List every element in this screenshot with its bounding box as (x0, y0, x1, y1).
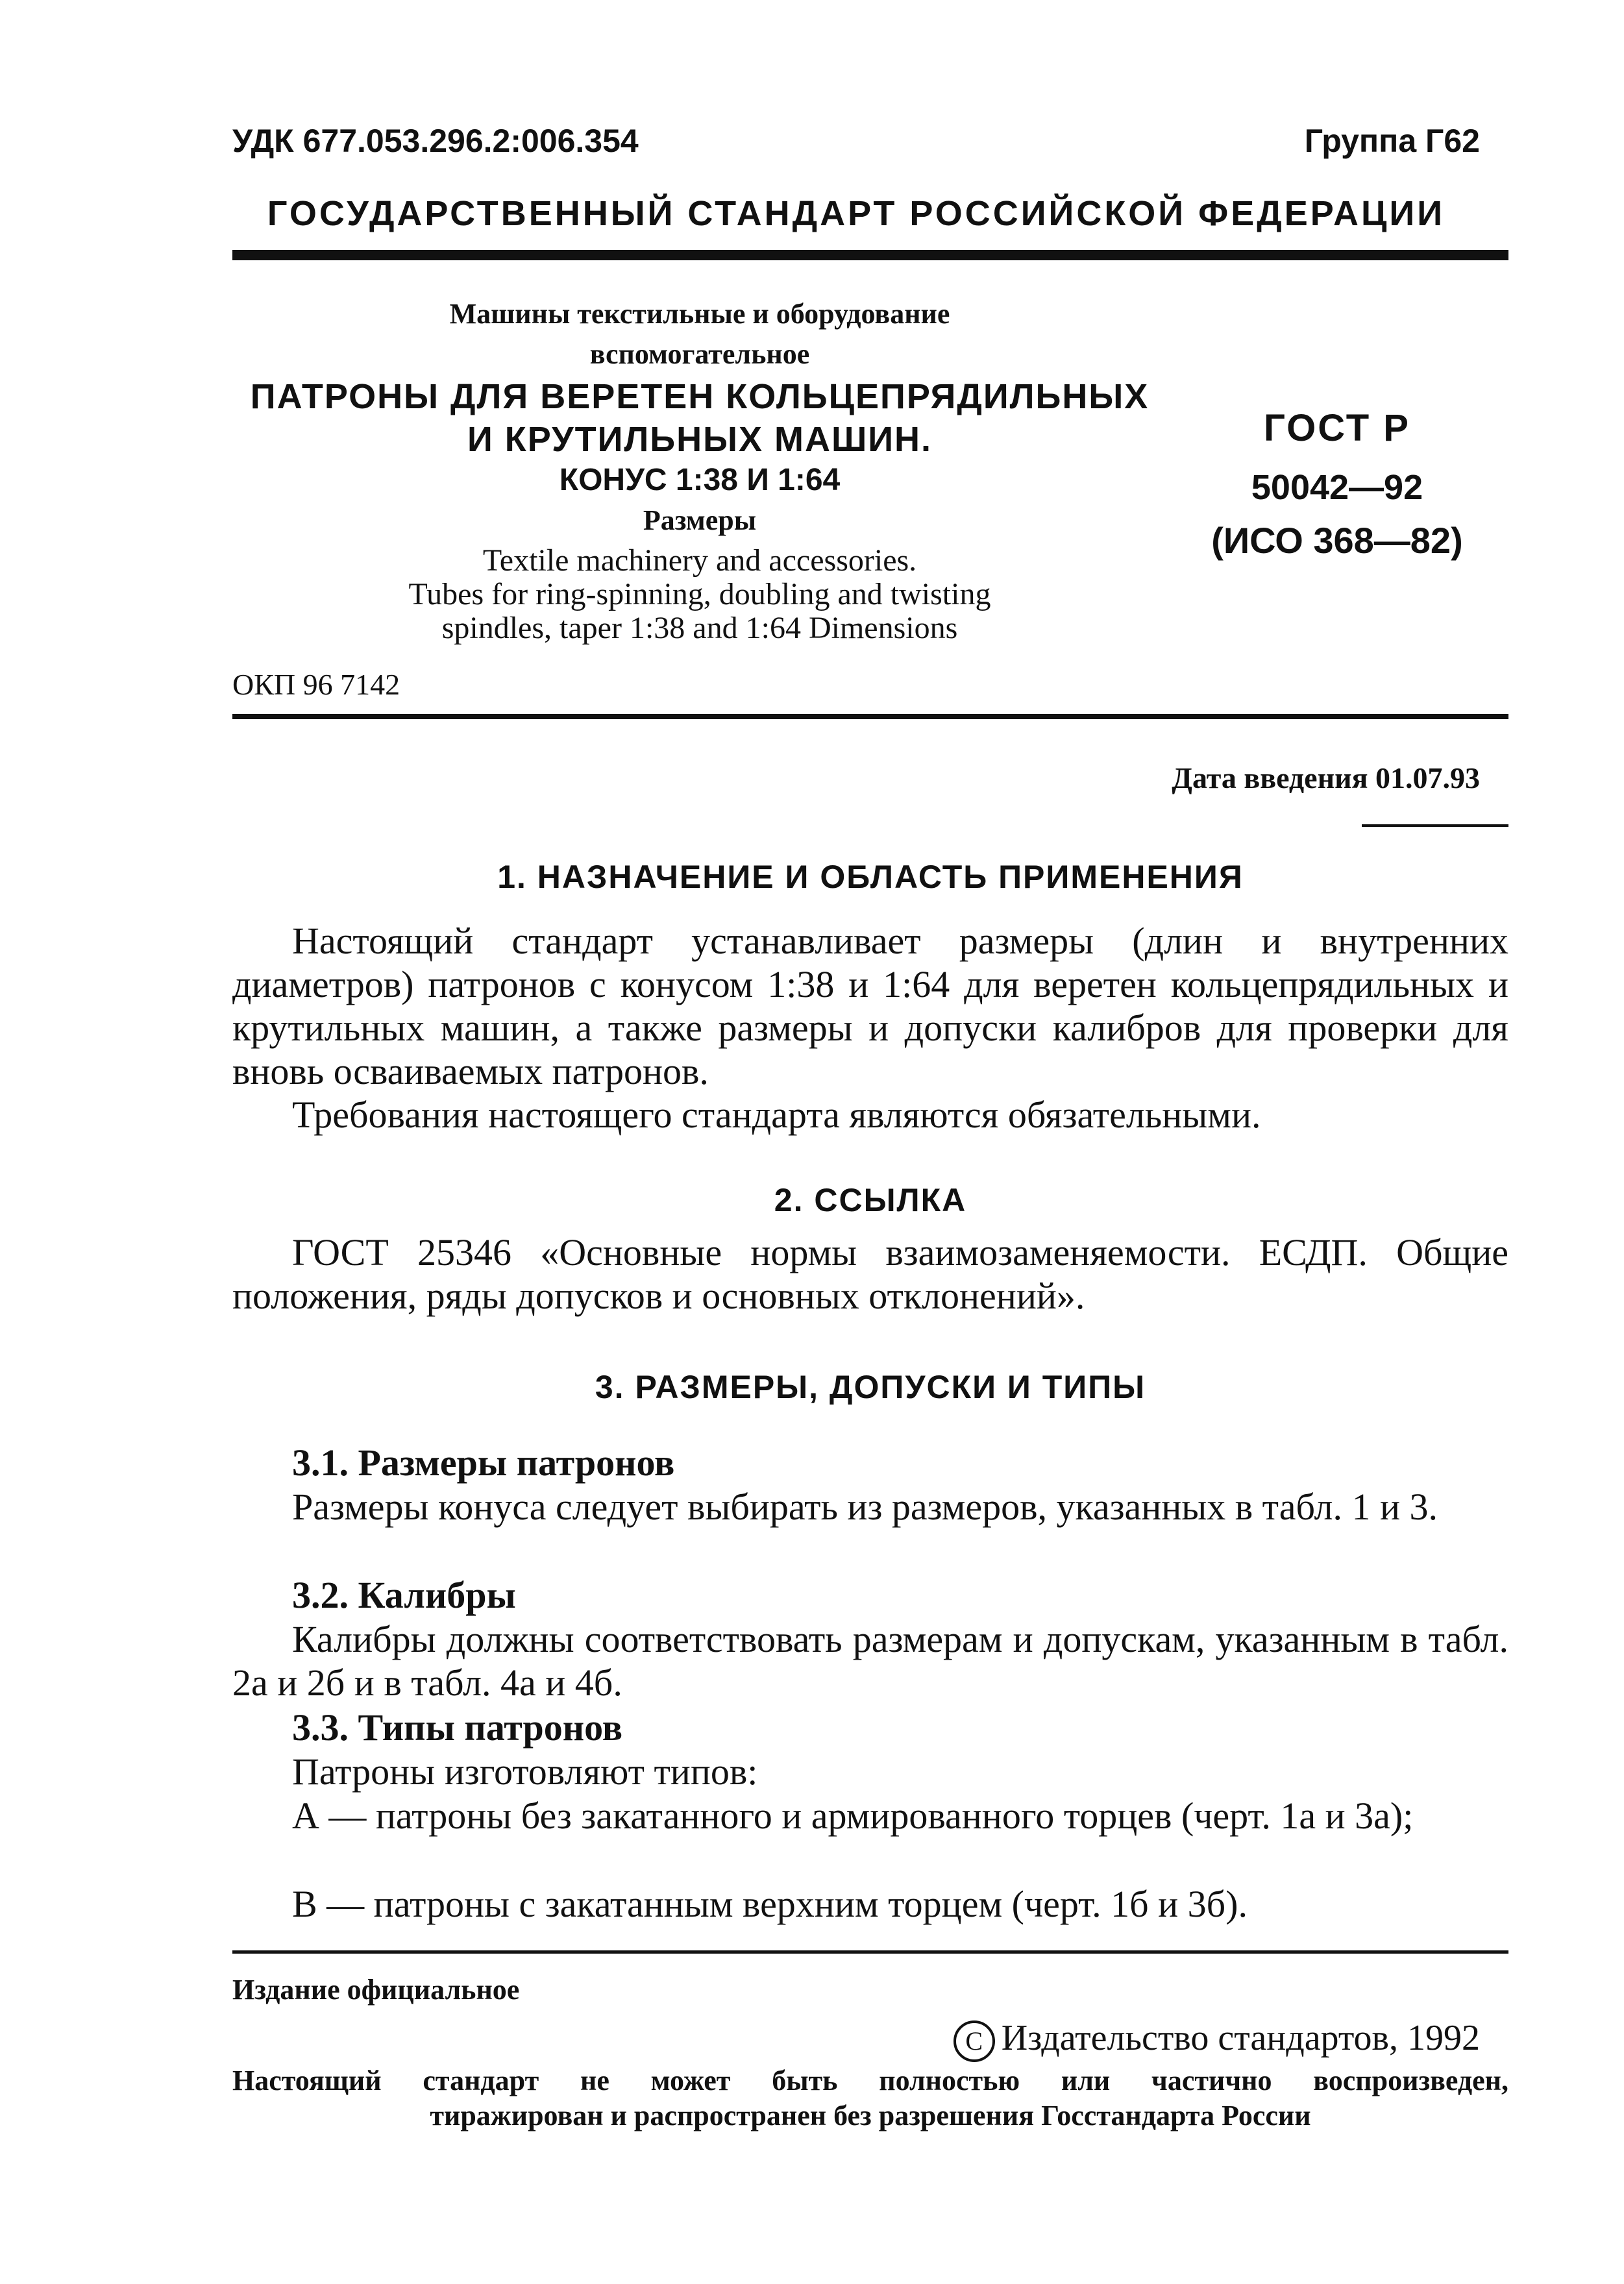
udk-code: УДК 677.053.296.2:006.354 (232, 123, 639, 159)
gost-code: ГОСТ Р (1264, 407, 1410, 449)
state-standard-heading: ГОСУДАРСТВЕННЫЙ СТАНДАРТ РОССИЙСКОЙ ФЕДЕРАЦИИ (267, 194, 1446, 233)
subsection-3-1-text (232, 1485, 1508, 1529)
copyright-icon: С (953, 2020, 995, 2062)
subsection-3-3-intro: Патроны изготовляют типов: (292, 1750, 758, 1793)
middle-divider (232, 714, 1508, 719)
type-b-description: В — патроны с закатанным верхним торцем (черт. 1б и 3б). (292, 1883, 1248, 1925)
subsection-3-1-title: 3.1. Размеры патронов (292, 1442, 675, 1484)
okp-code: ОКП 96 7142 (232, 668, 400, 701)
section-1-paragraph-1 (232, 919, 1508, 1093)
title-english-line-1: Textile machinery and accessories. (482, 543, 917, 578)
reproduction-notice-line-1: Настоящий стандарт не может быть полностью или частично воспроизведен, (232, 2065, 1508, 2096)
section-2-title: 2. ССЫЛКА (774, 1182, 967, 1218)
subsection-3-1-text-body: Размеры конуса следует выбирать из размеров, указанных в табл. 1 и 3. (292, 1486, 1438, 1528)
copyright-notice (953, 2017, 1480, 2062)
bottom-divider (232, 1950, 1508, 1954)
type-a-description (232, 1794, 1508, 1837)
section-1-paragraph-1-text: Настоящий стандарт устанавливает размеры (длин и внутренних диаметров) патронов с конусом 1:38 и 1:64 для веретен кольцепрядильных и крутильных машин, а также размеры и допуски калибров для проверки для вновь осваиваемых патронов. (232, 920, 1508, 1092)
title-main-line-2: И КРУТИЛЬНЫХ МАШИН. (467, 420, 933, 459)
title-english-line-2: Tubes for ring-spinning, doubling and twisting (408, 577, 991, 611)
date-underline (1362, 824, 1508, 827)
subsection-3-2-title: 3.2. Калибры (292, 1574, 516, 1616)
section-1-paragraph-2: Требования настоящего стандарта являются обязательными. (292, 1094, 1261, 1136)
top-divider (232, 250, 1508, 260)
subsection-3-2-text-body: Калибры должны соответствовать размерам и допускам, указанным в табл. 2а и 2б и в табл. 4а и 4б. (232, 1618, 1508, 1704)
section-1-title: 1. НАЗНАЧЕНИЕ И ОБЛАСТЬ ПРИМЕНЕНИЯ (497, 859, 1244, 895)
type-a-text: А — патроны без закатанного и армированного торцев (черт. 1а и 3а); (292, 1795, 1414, 1837)
introduction-date: Дата введения 01.07.93 (1172, 761, 1480, 794)
subsection-3-3-title: 3.3. Типы патронов (292, 1706, 623, 1749)
section-2-paragraph-text: ГОСТ 25346 «Основные нормы взаимозаменяемости. ЕСДП. Общие положения, ряды допусков и основных отклонений». (232, 1231, 1508, 1317)
title-subheading-line-1: Машины текстильные и оборудование (449, 298, 950, 330)
title-sizes: Размеры (643, 504, 757, 536)
gost-number: 50042—92 (1251, 468, 1423, 507)
copyright-text: Издательство стандартов, 1992 (1001, 2018, 1480, 2058)
group-code: Группа Г62 (1304, 123, 1480, 159)
title-cone: КОНУС 1:38 И 1:64 (559, 463, 841, 497)
title-subheading-line-2: вспомогательное (589, 338, 810, 370)
section-2-paragraph (232, 1231, 1508, 1318)
title-english-line-3: spindles, taper 1:38 and 1:64 Dimensions (441, 611, 958, 645)
subsection-3-2-text (232, 1617, 1508, 1704)
section-3-title: 3. РАЗМЕРЫ, ДОПУСКИ И ТИПЫ (595, 1369, 1146, 1405)
title-main-line-1: ПАТРОНЫ ДЛЯ ВЕРЕТЕН КОЛЬЦЕПРЯДИЛЬНЫХ (250, 377, 1150, 416)
edition-label: Издание официальное (232, 1974, 520, 2006)
reproduction-notice-line-2: тиражирован и распространен без разрешения Госстандарта России (430, 2100, 1311, 2131)
gost-iso-reference: (ИСО 368—82) (1211, 520, 1463, 561)
